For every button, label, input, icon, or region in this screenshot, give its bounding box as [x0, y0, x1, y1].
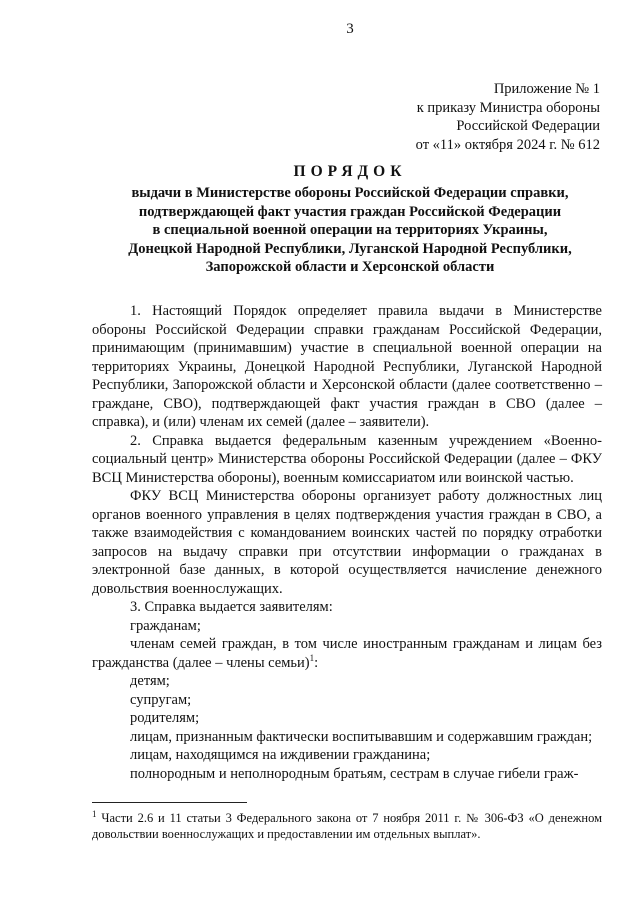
subtitle-line-2: подтверждающей факт участия граждан Российской Федерации [138, 203, 562, 220]
footnote-marker: 1 [92, 808, 97, 819]
list-item-family-members [92, 635, 602, 672]
subtitle-line-4: Донецкой Народной Республики, Луганской Народной Республики, [128, 240, 572, 257]
subtitle-line-1: выдачи в Министерстве обороны Российской Федерации справки, [131, 185, 569, 201]
list-item-spouses: супругам; [130, 691, 192, 708]
list-item-siblings: полнородным и неполнородным братьям, сестрам в случае гибели граж- [130, 765, 579, 782]
list-item-citizens: гражданам; [130, 617, 201, 634]
list-item-guardians: лицам, признанным фактически воспитывавшим и содержавшим граждан; [130, 728, 593, 745]
paragraph-2: 2. Справка выдается федеральным казенным учреждением «Военно-социальный центр» Министерства обороны Российской Федерации (далее – ФКУ ВСЦ Министерства обороны), военным комиссариатом или воинской частью. [92, 432, 602, 486]
document-body [92, 302, 602, 783]
appendix-block [360, 80, 600, 154]
paragraph-1: 1. Настоящий Порядок определяет правила выдачи в Министерстве обороны Российской Федерации справки гражданам Российской Федерации, принимающим (принимавшим) участие в специальной военной операции на территориях Украины, Донецкой Народной Республики, Луганской Народной Республики, Запорожской области и Херсонской области (далее соответственно – граждане, СВО), подтверждающей факт участия граждан в СВО (далее – справка), и (или) членам их семей (далее – заявители). [92, 303, 602, 430]
family-members-colon: : [314, 654, 319, 671]
footnote-text: Части 2.6 и 11 статьи 3 Федерального закона от 7 ноября 2011 г. № 306-ФЗ «О денежном довольствии военнослужащих и предоставлении им отдельных выплат». [92, 811, 602, 841]
page-number: 3 [346, 21, 354, 37]
list-item-children: детям; [130, 673, 170, 689]
appendix-line-3: Российской Федерации [456, 118, 600, 134]
family-members-text: членам семей граждан, в том числе иностранным гражданам и лицам без гражданства (далее – члены семьи) [92, 636, 602, 671]
paragraph-3: ФКУ ВСЦ Министерства обороны организует работу должностных лиц органов военного управления в целях подтверждения участия граждан в СВО, а также взаимодействия с командованием воинских частей по порядку отработки запросов на выдачу справки при отсутствии информации о гражданах в электронной базе данных, в которой осуществляется начисление денежного довольствия военнослужащих. [92, 488, 602, 597]
document-subtitle [90, 184, 610, 277]
footnote-reference[interactable]: 1 [309, 652, 315, 663]
subtitle-line-5: Запорожской области и Херсонской области [205, 259, 495, 275]
paragraph-4: 3. Справка выдается заявителям: [130, 599, 333, 615]
document-title: ПОРЯДОК [293, 163, 407, 180]
appendix-line-1: Приложение № 1 [493, 81, 600, 97]
footnote-divider [92, 802, 247, 803]
appendix-line-4: от «11» октября 2024 г. № 612 [415, 136, 600, 153]
list-item-dependents: лицам, находящимся на иждивении гражданина; [130, 747, 431, 763]
footnote [92, 810, 602, 842]
appendix-line-2: к приказу Министра обороны [416, 99, 600, 116]
list-item-parents: родителям; [130, 710, 200, 726]
subtitle-line-3: в специальной военной операции на территориях Украины, [152, 222, 548, 238]
